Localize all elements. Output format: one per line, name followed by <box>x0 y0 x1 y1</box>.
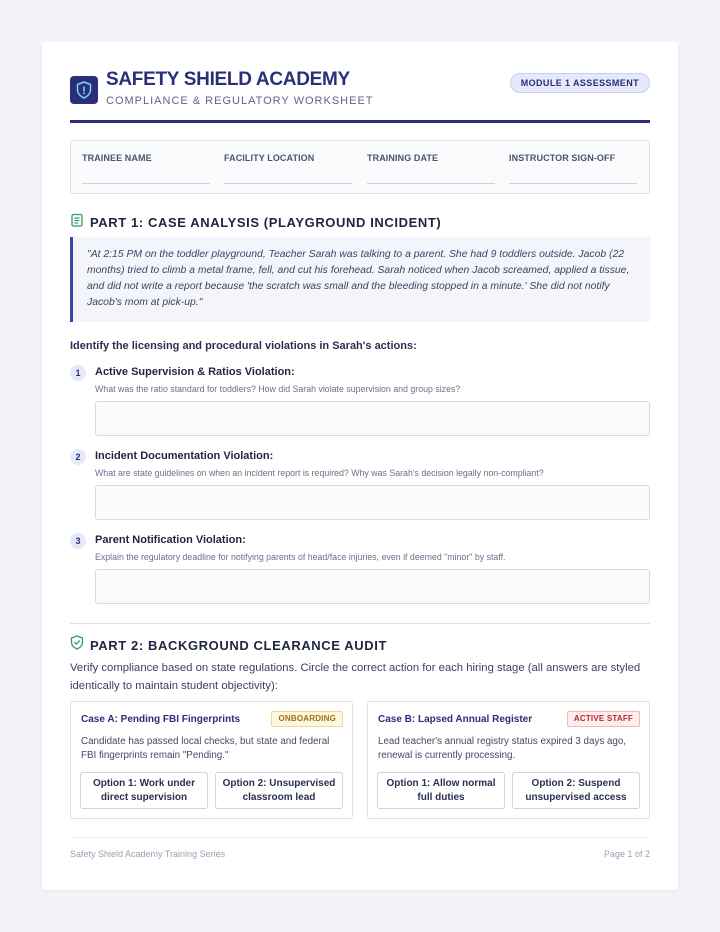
answer-box[interactable] <box>95 485 650 520</box>
training-date-label: TRAINING DATE <box>367 153 439 163</box>
question-number: 1 <box>70 365 86 381</box>
case-a-card <box>70 701 353 819</box>
option-1-button[interactable]: Option 1: Allow normal full duties <box>377 772 505 809</box>
page-number: Page 1 of 2 <box>603 849 650 859</box>
clipboard-icon <box>70 213 84 232</box>
part1-instruction: Identify the licensing and procedural violations in Sarah's actions: <box>70 340 417 352</box>
question-title: Active Supervision & Ratios Violation: <box>95 366 295 378</box>
page-title: SAFETY SHIELD ACADEMY <box>106 69 350 90</box>
case-title: Case B: Lapsed Annual Register <box>378 714 533 725</box>
part1-heading-text: PART 1: CASE ANALYSIS (PLAYGROUND INCIDENT) <box>90 215 442 230</box>
answer-box[interactable] <box>95 401 650 436</box>
instructor-signoff-line <box>509 183 637 184</box>
question-hint: Explain the regulatory deadline for notifying parents of head/face injuries, even if deemed "minor" by staff. <box>95 552 506 562</box>
trainee-name-label: TRAINEE NAME <box>82 153 152 163</box>
status-badge: ONBOARDING <box>271 711 343 727</box>
module-badge: MODULE 1 ASSESSMENT <box>510 73 650 93</box>
instructor-signoff-label: INSTRUCTOR SIGN-OFF <box>509 153 616 163</box>
case-description: Candidate has passed local checks, but state and federal FBI fingerprints remain "Pending." <box>81 736 330 761</box>
option-2-button[interactable]: Option 2: Unsupervised classroom lead <box>215 772 343 809</box>
part2-instruction: Verify compliance based on state regulations. Circle the correct action for each hiring stage (all answers are styled identically to maintain student objectivity): <box>70 662 641 692</box>
instructor-signoff-field[interactable] <box>509 153 637 163</box>
shield-check-icon <box>70 635 84 655</box>
page-content <box>70 42 650 890</box>
trainee-name-line <box>82 183 210 184</box>
trainee-info-box <box>70 140 650 194</box>
training-date-line <box>367 183 495 184</box>
facility-location-label: FACILITY LOCATION <box>224 153 315 163</box>
option-1-button[interactable]: Option 1: Work under direct supervision <box>80 772 208 809</box>
footer-divider <box>70 837 650 838</box>
shield-icon <box>70 76 98 104</box>
status-badge: ACTIVE STAFF <box>567 711 640 727</box>
question-number: 3 <box>70 533 86 549</box>
case-description: Lead teacher's annual registry status expired 3 days ago, renewal is currently processing. <box>378 736 627 761</box>
question-title: Incident Documentation Violation: <box>95 450 274 462</box>
option-2-button[interactable]: Option 2: Suspend unsupervised access <box>512 772 640 809</box>
part2-heading-text: PART 2: BACKGROUND CLEARANCE AUDIT <box>90 637 388 653</box>
question-hint: What was the ratio standard for toddlers? How did Sarah violate supervision and group sizes? <box>95 384 461 394</box>
case-b-card <box>367 701 650 819</box>
footer-series: Safety Shield Academy Training Series <box>70 849 226 859</box>
answer-box[interactable] <box>95 569 650 604</box>
part2-heading <box>70 635 387 655</box>
question-number: 2 <box>70 449 86 465</box>
header-divider <box>70 120 650 123</box>
incident-scenario: "At 2:15 PM on the toddler playground, Teacher Sarah was talking to a parent. She had 9 toddlers outside. Jacob (22 months) tried to climb a metal frame, fell, and cut his forehead. Sarah noticed when Jacob screamed, applied a tissue, and did not write a report because 'the scratch was small and the bleeding stopped in a minute.' She did not notify Jacob's mom at pick-up." <box>70 237 650 322</box>
training-date-field[interactable] <box>367 153 495 163</box>
section-divider <box>70 623 650 624</box>
question-title: Parent Notification Violation: <box>95 534 246 546</box>
trainee-name-field[interactable] <box>82 153 210 163</box>
case-title: Case A: Pending FBI Fingerprints <box>81 714 241 725</box>
question-hint: What are state guidelines on when an incident report is required? Why was Sarah's decision legally non-compliant? <box>95 468 544 478</box>
worksheet-page <box>42 42 678 890</box>
page-subtitle: COMPLIANCE & REGULATORY WORKSHEET <box>106 95 374 107</box>
part1-heading <box>70 213 441 232</box>
facility-location-field[interactable] <box>224 153 352 163</box>
facility-location-line <box>224 183 352 184</box>
